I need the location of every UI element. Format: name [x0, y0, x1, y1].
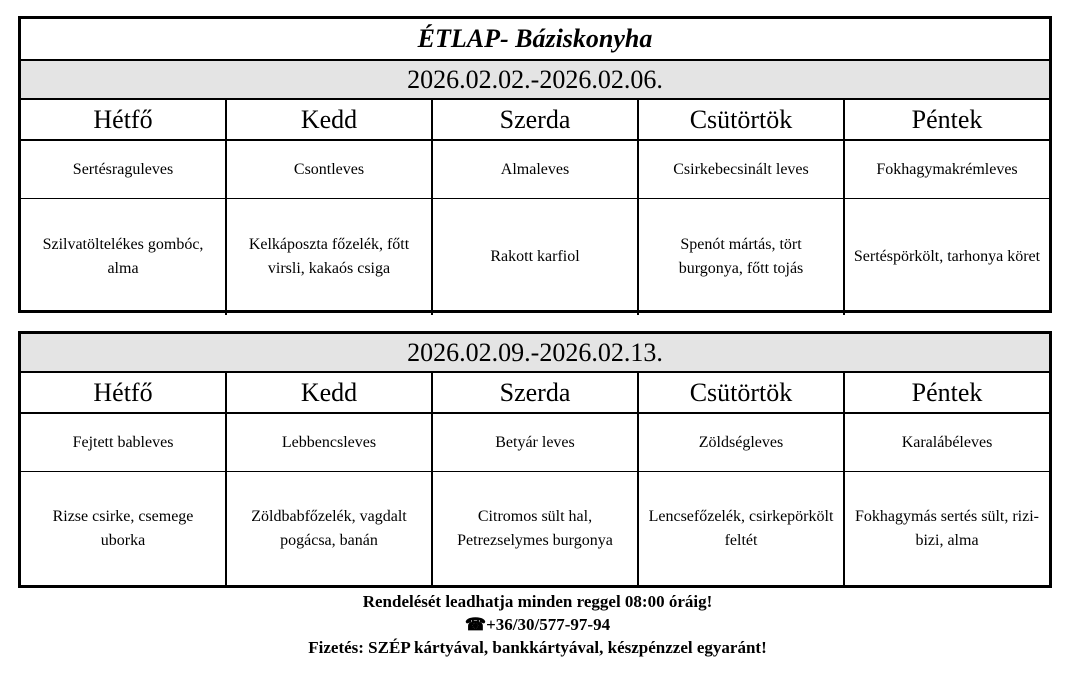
soup-thursday: Zöldségleves	[639, 414, 845, 471]
soup-wednesday: Almaleves	[433, 141, 639, 198]
week-1-day-headers	[21, 100, 1049, 141]
day-header-thursday: Csütörtök	[639, 100, 845, 139]
phone-icon: ☎	[464, 615, 487, 634]
week-2-menu-table	[18, 331, 1052, 588]
main-tuesday: Zöldbabfőzelék, vagdalt pogácsa, banán	[227, 472, 433, 586]
order-info-footer	[0, 590, 1075, 659]
day-header-friday: Péntek	[911, 377, 983, 407]
main-monday: Szilvatöltelékes gombóc, alma	[21, 199, 227, 315]
week-2-date-range: 2026.02.09.-2026.02.13.	[21, 334, 1049, 373]
week-2-soups-row	[21, 414, 1049, 472]
main-wednesday: Citromos sült hal, Petrezselymes burgonya	[433, 472, 639, 586]
day-header-wednesday: Szerda	[433, 100, 639, 139]
main-thursday: Lencsefőzelék, csirkepörkölt feltét	[639, 472, 845, 586]
day-header-wednesday: Szerda	[433, 373, 639, 412]
soup-tuesday: Lebbencsleves	[227, 414, 433, 471]
menu-title: ÉTLAP- Báziskonyha	[21, 19, 1049, 61]
phone-line	[0, 613, 1075, 636]
soup-tuesday: Csontleves	[227, 141, 433, 198]
week-1-menu-table	[18, 16, 1052, 313]
main-wednesday: Rakott karfiol	[433, 199, 639, 315]
week-1-date-range: 2026.02.02.-2026.02.06.	[21, 61, 1049, 100]
day-header-tuesday: Kedd	[227, 100, 433, 139]
day-header-monday: Hétfő	[21, 373, 227, 412]
main-friday: Sertéspörkölt, tarhonya köret	[853, 248, 1041, 265]
order-deadline-note: Rendelését leadhatja minden reggel 08:00 óráig!	[362, 592, 713, 611]
payment-methods-note: Fizetés: SZÉP kártyával, bankkártyával, készpénzzel egyaránt!	[308, 638, 767, 657]
main-thursday: Spenót mártás, tört burgonya, főtt tojás	[639, 199, 845, 315]
day-header-monday: Hétfő	[21, 100, 227, 139]
main-tuesday: Kelkáposzta főzelék, főtt virsli, kakaós csiga	[227, 199, 433, 315]
day-header-friday: Péntek	[911, 104, 983, 134]
week-1-mains-row	[21, 199, 1049, 315]
day-header-thursday: Csütörtök	[639, 373, 845, 412]
main-friday: Fokhagymás sertés sült, rizi-bizi, alma	[855, 508, 1039, 549]
week-2-day-headers	[21, 373, 1049, 414]
soup-monday: Fejtett bableves	[21, 414, 227, 471]
day-header-tuesday: Kedd	[227, 373, 433, 412]
week-1-soups-row	[21, 141, 1049, 199]
soup-monday: Sertésraguleves	[21, 141, 227, 198]
soup-wednesday: Betyár leves	[433, 414, 639, 471]
phone-number: +36/30/577-97-94	[486, 615, 611, 634]
soup-thursday: Csirkebecsinált leves	[639, 141, 845, 198]
soup-friday: Karalábéleves	[901, 433, 993, 451]
main-monday: Rizse csirke, csemege uborka	[21, 472, 227, 586]
week-2-mains-row	[21, 472, 1049, 586]
soup-friday: Fokhagymakrémleves	[876, 160, 1018, 178]
